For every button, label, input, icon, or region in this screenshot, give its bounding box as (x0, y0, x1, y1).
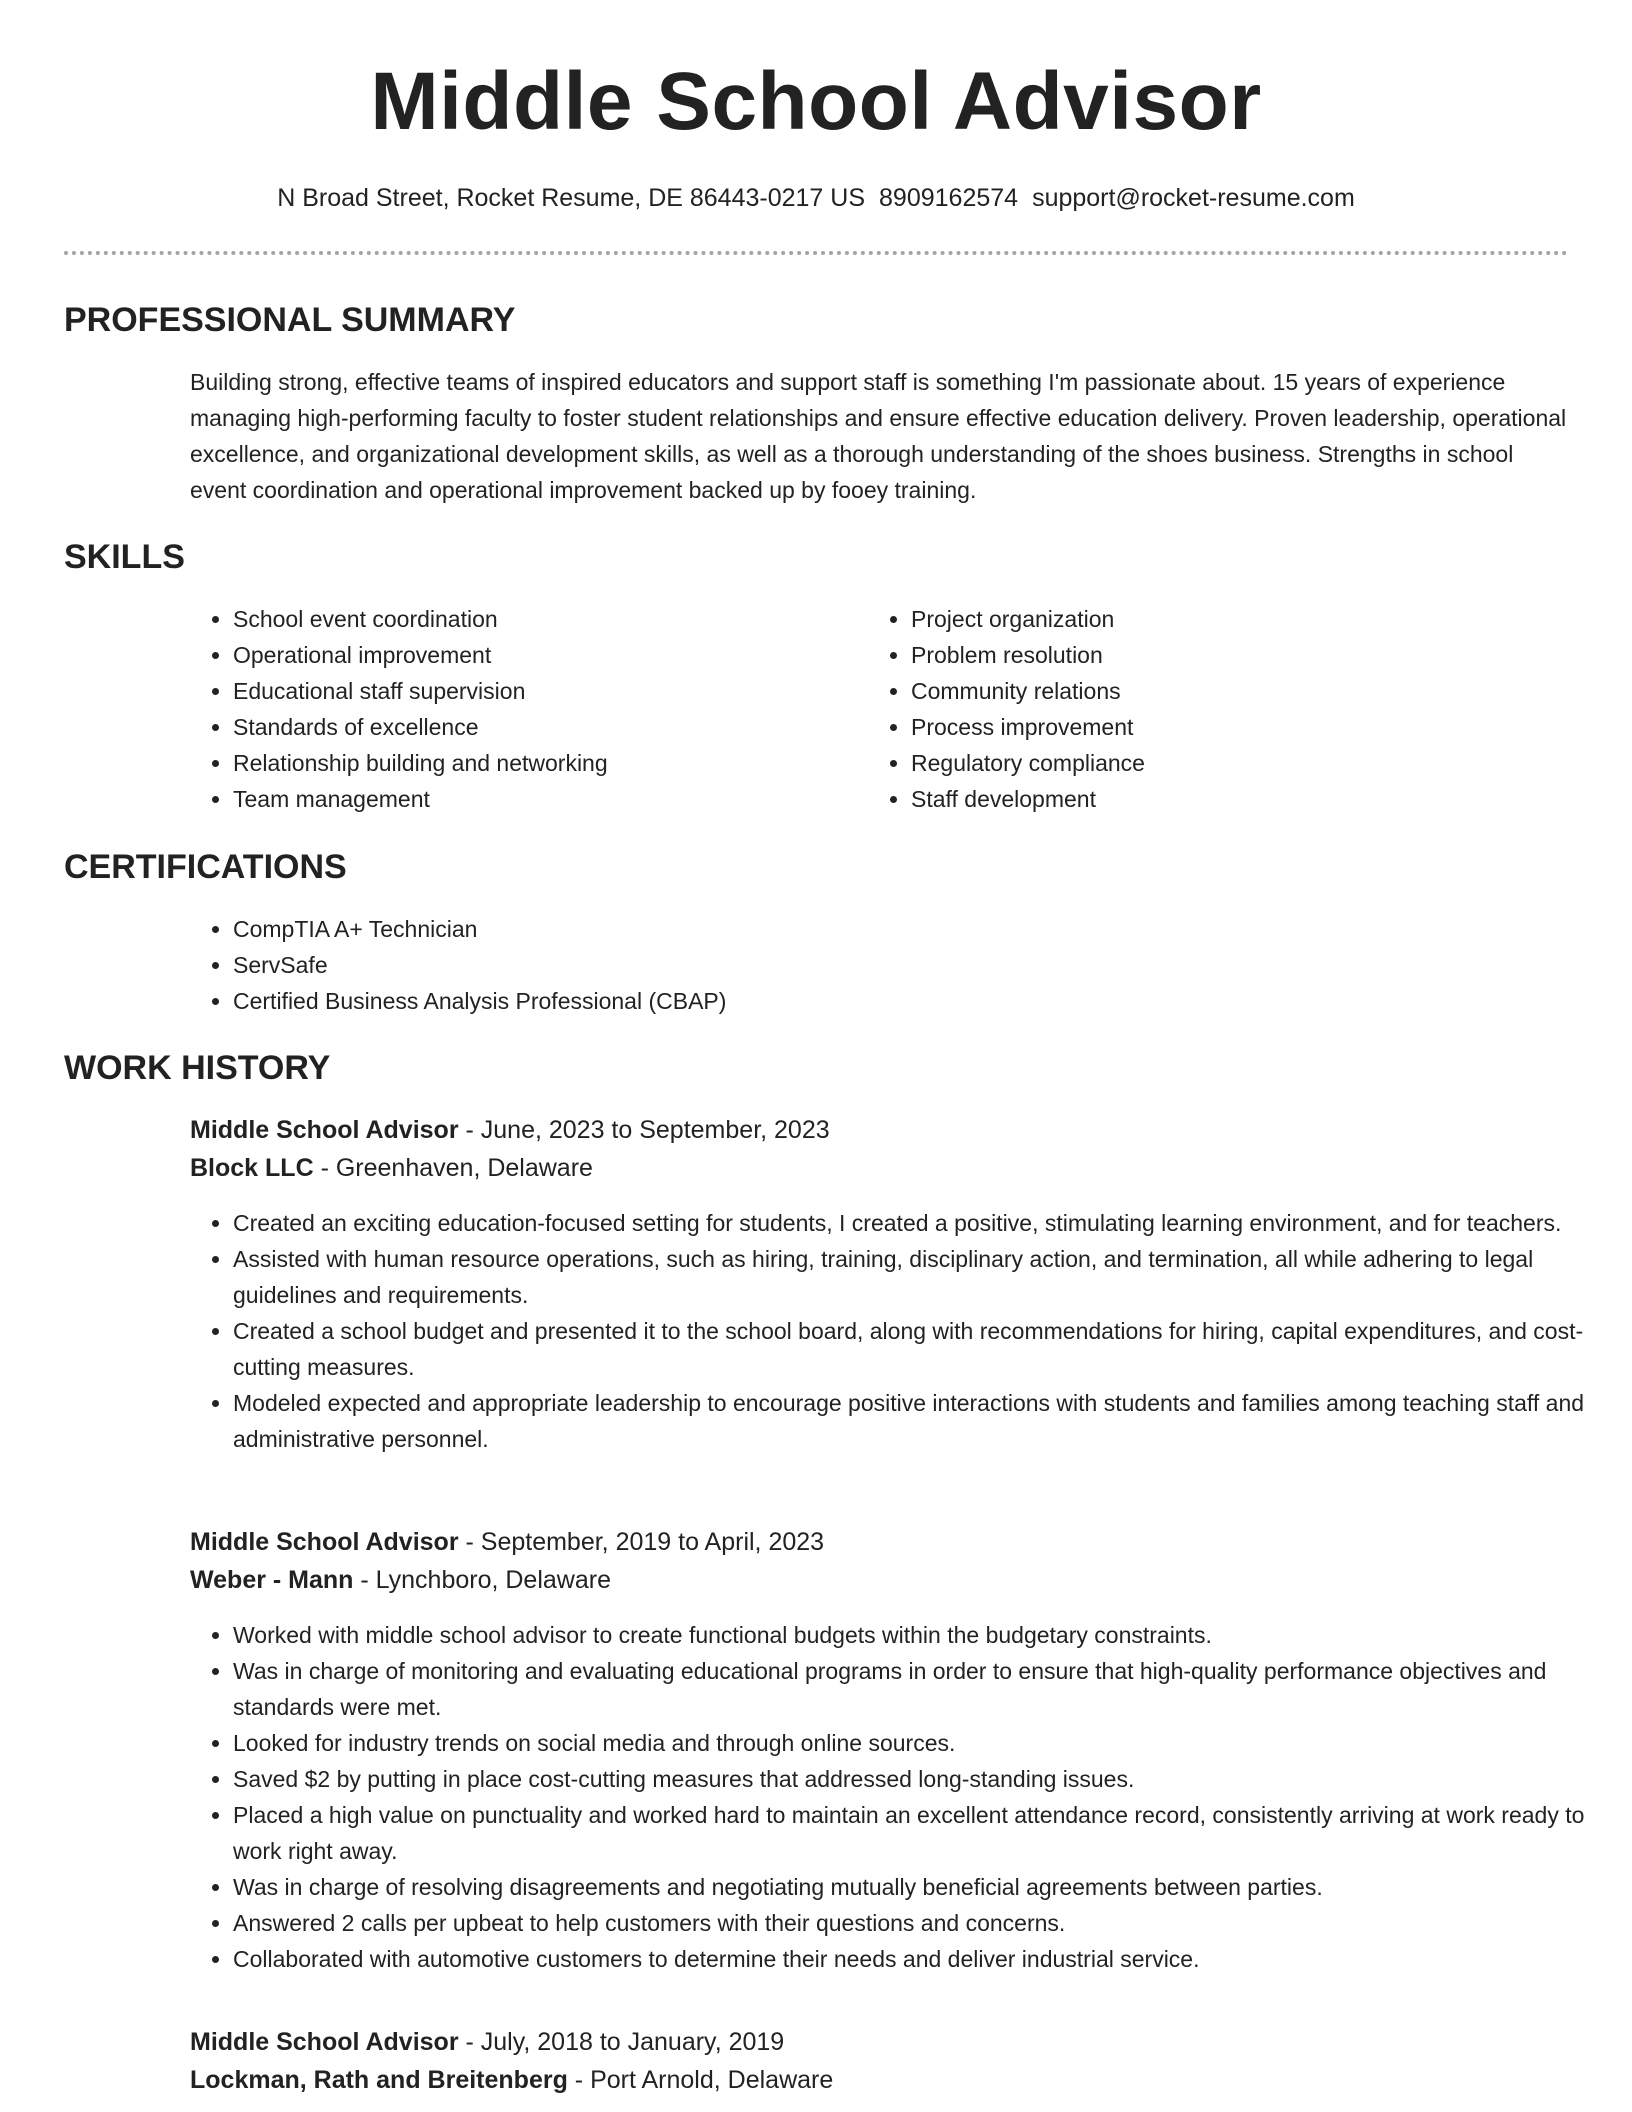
job-location: - Lynchboro, Delaware (353, 1566, 611, 1594)
job-role: Middle School Advisor (190, 1116, 459, 1144)
skill-item: • Regulatory compliance (911, 745, 1511, 781)
section-title-work-history: WORK HISTORY (64, 1049, 331, 1087)
skills-list-left (190, 601, 833, 817)
certifications-list (190, 911, 1533, 1019)
job-role: Middle School Advisor (190, 2028, 459, 2056)
job-company: Weber - Mann (190, 1566, 354, 1594)
job-bullet: • Modeled expected and appropriate leadership to encourage positive interactions with students and families among teaching staff and administrative personnel. (233, 1385, 1613, 1457)
job-bullet: • Was in charge of monitoring and evaluating educational programs in order to ensure that high-quality performance objectives and standards were met. (233, 1653, 1613, 1725)
job-title-line (190, 2023, 784, 2061)
candidate-name: Middle School Advisor (370, 56, 1262, 147)
contact-phone: 8909162574 (879, 184, 1019, 212)
certification-item: • ServSafe (233, 947, 1533, 983)
job-location: - Greenhaven, Delaware (313, 1154, 593, 1182)
section-title-certifications: CERTIFICATIONS (64, 848, 347, 886)
job-bullet: • Answered 2 calls per upbeat to help customers with their questions and concerns. (233, 1905, 1613, 1941)
job-bullets (190, 1205, 1613, 1457)
certification-item: • Certified Business Analysis Professional (CBAP) (233, 983, 1533, 1019)
skill-item: • Problem resolution (911, 637, 1511, 673)
contact-address: N Broad Street, Rocket Resume, DE 86443-0217 US (277, 184, 866, 212)
job-company-line (190, 1149, 593, 1187)
skill-item: • School event coordination (233, 601, 833, 637)
job-company-line (190, 1561, 611, 1599)
job-bullet: • Created an exciting education-focused setting for students, I created a positive, stimulating learning environment, and for teachers. (233, 1205, 1613, 1241)
job-bullet: • Looked for industry trends on social media and through online sources. (233, 1725, 1613, 1761)
job-bullet: • Created a school budget and presented it to the school board, along with recommendations for hiring, capital expenditures, and cost-cutting measures. (233, 1313, 1613, 1385)
skill-item: • Educational staff supervision (233, 673, 833, 709)
contact-info (0, 180, 1632, 216)
job-company: Lockman, Rath and Breitenberg (190, 2066, 568, 2094)
job-dates: - July, 2018 to January, 2019 (458, 2028, 785, 2056)
job-bullet: • Worked with middle school advisor to create functional budgets within the budgetary constraints. (233, 1617, 1613, 1653)
job-company-line (190, 2061, 833, 2099)
job-bullet: • Assisted with human resource operations, such as hiring, training, disciplinary action, and termination, all while adhering to legal guidelines and requirements. (233, 1241, 1613, 1313)
job-bullet: • Saved $2 by putting in place cost-cutting measures that addressed long-standing issues. (233, 1761, 1613, 1797)
certification-item: • CompTIA A+ Technician (233, 911, 1533, 947)
skill-item: • Standards of excellence (233, 709, 833, 745)
job-company: Block LLC (190, 1154, 314, 1182)
skill-item: • Process improvement (911, 709, 1511, 745)
job-title-line (190, 1523, 824, 1561)
job-location: - Port Arnold, Delaware (567, 2066, 834, 2094)
skill-item: • Project organization (911, 601, 1511, 637)
header-divider (64, 251, 1568, 255)
job-bullets (190, 1617, 1613, 1977)
job-role: Middle School Advisor (190, 1528, 459, 1556)
job-dates: - June, 2023 to September, 2023 (458, 1116, 830, 1144)
job-dates: - September, 2019 to April, 2023 (458, 1528, 825, 1556)
skill-item: • Team management (233, 781, 833, 817)
job-title-line (190, 1111, 830, 1149)
job-bullet: • Placed a high value on punctuality and worked hard to maintain an excellent attendance record, consistently arriving at work ready to work right away. (233, 1797, 1613, 1869)
skill-item: • Staff development (911, 781, 1511, 817)
contact-email: support@rocket-resume.com (1032, 184, 1355, 212)
section-title-summary: PROFESSIONAL SUMMARY (64, 301, 516, 339)
section-title-skills: SKILLS (64, 538, 185, 576)
summary-text: Building strong, effective teams of inspired educators and support staff is something I'm passionate about. 15 years of experience managing high-performing faculty to foster student relationships and ensure effective education delivery. Proven leadership, operational excellence, and organizational development skills, as well as a thorough understanding of the shoes business. Strengths in school event coordination and operational improvement backed up by fooey training. (190, 369, 1567, 503)
job-bullet: • Collaborated with automotive customers to determine their needs and deliver industrial service. (233, 1941, 1613, 1977)
skills-list-right (868, 601, 1511, 817)
skill-item: • Relationship building and networking (233, 745, 833, 781)
job-bullet: • Was in charge of resolving disagreements and negotiating mutually beneficial agreements between parties. (233, 1869, 1613, 1905)
skill-item: • Community relations (911, 673, 1511, 709)
skill-item: • Operational improvement (233, 637, 833, 673)
